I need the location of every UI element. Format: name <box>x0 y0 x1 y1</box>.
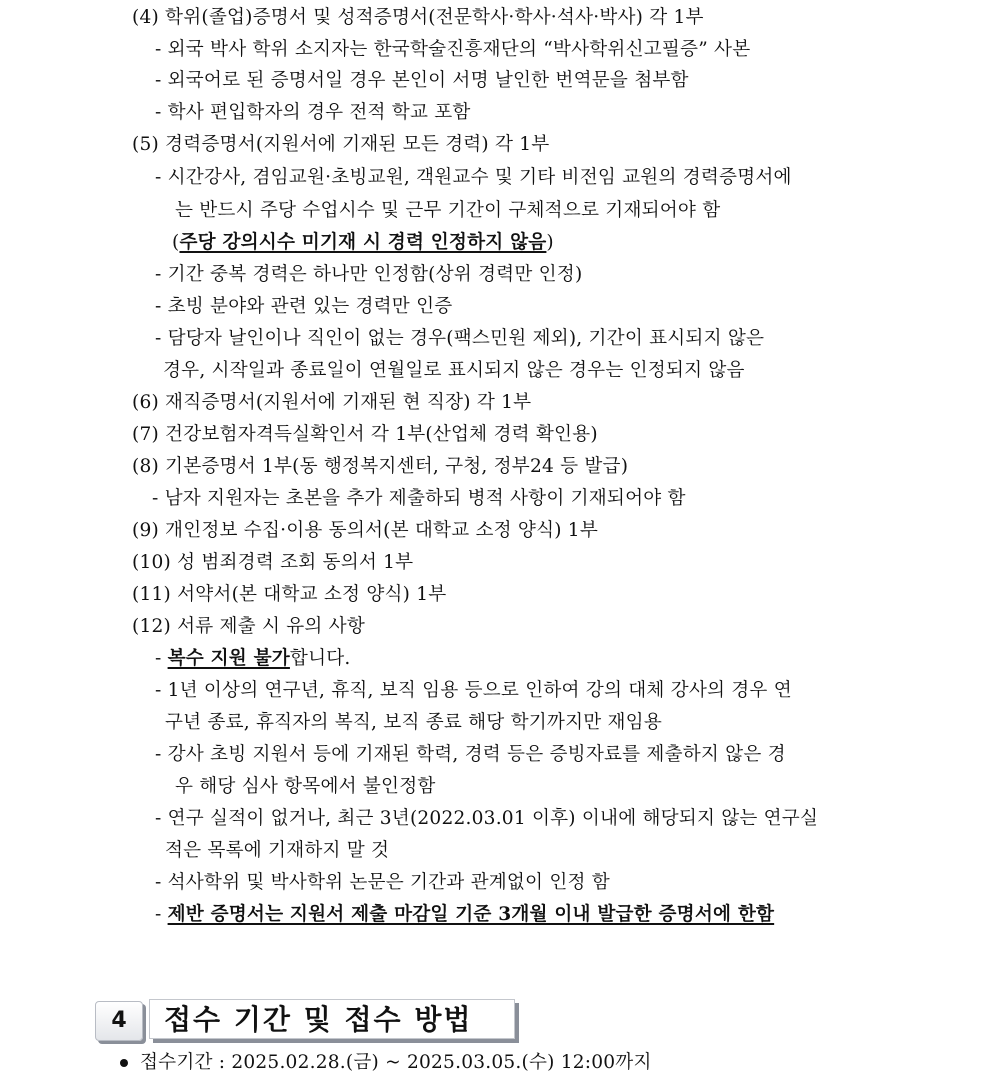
section-4-header <box>95 997 525 1043</box>
item-12-note-research-line1: - 연구 실적이 없거나, 최근 3년(2022.03.01 이후) 이내에 해당되지 않는 연구실 <box>155 808 819 829</box>
dash: - <box>155 648 168 669</box>
item-12-note-research-line2: 적은 목록에 기재하지 말 것 <box>165 840 390 861</box>
item-7: (7) 건강보험자격득실확인서 각 1부(산업체 경력 확인용) <box>132 424 598 445</box>
emphasis-no-multiple: 복수 지원 불가 <box>167 648 290 669</box>
bullet-icon <box>120 1059 128 1067</box>
emphasis-certificates: 제반 증명서는 지원서 제출 마감일 기준 3개월 이내 발급한 증명서에 한함 <box>167 904 775 925</box>
paren-open: ( <box>172 232 180 253</box>
item-10: (10) 성 범죄경력 조회 동의서 1부 <box>132 552 414 573</box>
item-12: (12) 서류 제출 시 유의 사항 <box>132 616 365 637</box>
emphasis-lecture-hours: 주당 강의시수 미기재 시 경력 인정하지 않음 <box>179 232 547 253</box>
item-4-note-transfer: - 학사 편입학자의 경우 전적 학교 포함 <box>155 102 471 123</box>
paren-close: ) <box>546 232 554 253</box>
dash: - <box>155 904 168 925</box>
item-12-note-evidence-line1: - 강사 초빙 지원서 등에 기재된 학력, 경력 등은 증빙자료를 제출하지 않은 경 <box>155 744 786 765</box>
reception-period <box>120 1050 652 1076</box>
item-5-note-overlap: - 기간 중복 경력은 하나만 인정함(상위 경력만 인정) <box>155 264 583 285</box>
item-5-note-lecturer-line1: - 시간강사, 겸임교원·초빙교원, 객원교수 및 기타 비전임 교원의 경력증명서에 <box>155 167 792 188</box>
item-12-note-certificates <box>155 902 774 928</box>
item-5-note-relevant: - 초빙 분야와 관련 있는 경력만 인증 <box>155 296 453 317</box>
item-5: (5) 경력증명서(지원서에 기재된 모든 경력) 각 1부 <box>132 134 550 155</box>
item-12-note-sabbatical-line2: 구년 종료, 휴직자의 복직, 보직 종료 해당 학기까지만 재임용 <box>165 712 662 733</box>
item-5-note-seal-line2: 경우, 시작일과 종료일이 연월일로 표시되지 않은 경우는 인정되지 않음 <box>163 360 745 381</box>
item-6: (6) 재직증명서(지원서에 기재된 현 직장) 각 1부 <box>132 392 532 413</box>
section-title: 접수 기간 및 접수 방법 <box>149 999 515 1039</box>
item-11: (11) 서약서(본 대학교 소정 양식) 1부 <box>132 584 447 605</box>
item-8: (8) 기본증명서 1부(동 행정복지센터, 구청, 정부24 등 발급) <box>132 456 629 477</box>
item-12-note-no-multiple <box>155 646 351 672</box>
item-5-emphasis-line <box>172 230 554 256</box>
item-4: (4) 학위(졸업)증명서 및 성적증명서(전문학사·학사·석사·박사) 각 1부 <box>132 7 704 28</box>
item-5-note-seal-line1: - 담당자 날인이나 직인이 없는 경우(팩스민원 제외), 기간이 표시되지 않은 <box>155 328 765 349</box>
item-8-note-male: - 남자 지원자는 초본을 추가 제출하되 병적 사항이 기재되어야 함 <box>152 488 686 509</box>
item-4-note-translation: - 외국어로 된 증명서일 경우 본인이 서명 날인한 번역문을 첨부함 <box>155 70 689 91</box>
item-12-note-thesis: - 석사학위 및 박사학위 논문은 기간과 관계없이 인정 함 <box>155 872 610 893</box>
section-number-badge: 4 <box>95 1001 143 1041</box>
item-12-note-evidence-line2: 우 해당 심사 항목에서 불인정함 <box>175 776 436 797</box>
reception-period-text: 접수기간 : 2025.02.28.(금) ~ 2025.03.05.(수) 12:00까지 <box>140 1052 652 1073</box>
item-12-note-sabbatical-line1: - 1년 이상의 연구년, 휴직, 보직 임용 등으로 인하여 강의 대체 강사의 경우 연 <box>155 680 792 701</box>
item-9: (9) 개인정보 수집·이용 동의서(본 대학교 소정 양식) 1부 <box>132 520 598 541</box>
item-4-note-foreign-degree: - 외국 박사 학위 소지자는 한국학술진흥재단의 “박사학위신고필증” 사본 <box>155 39 751 60</box>
note-rest: 합니다. <box>289 648 351 669</box>
item-5-note-lecturer-line2: 는 반드시 주당 수업시수 및 근무 기간이 구체적으로 기재되어야 함 <box>175 200 721 221</box>
